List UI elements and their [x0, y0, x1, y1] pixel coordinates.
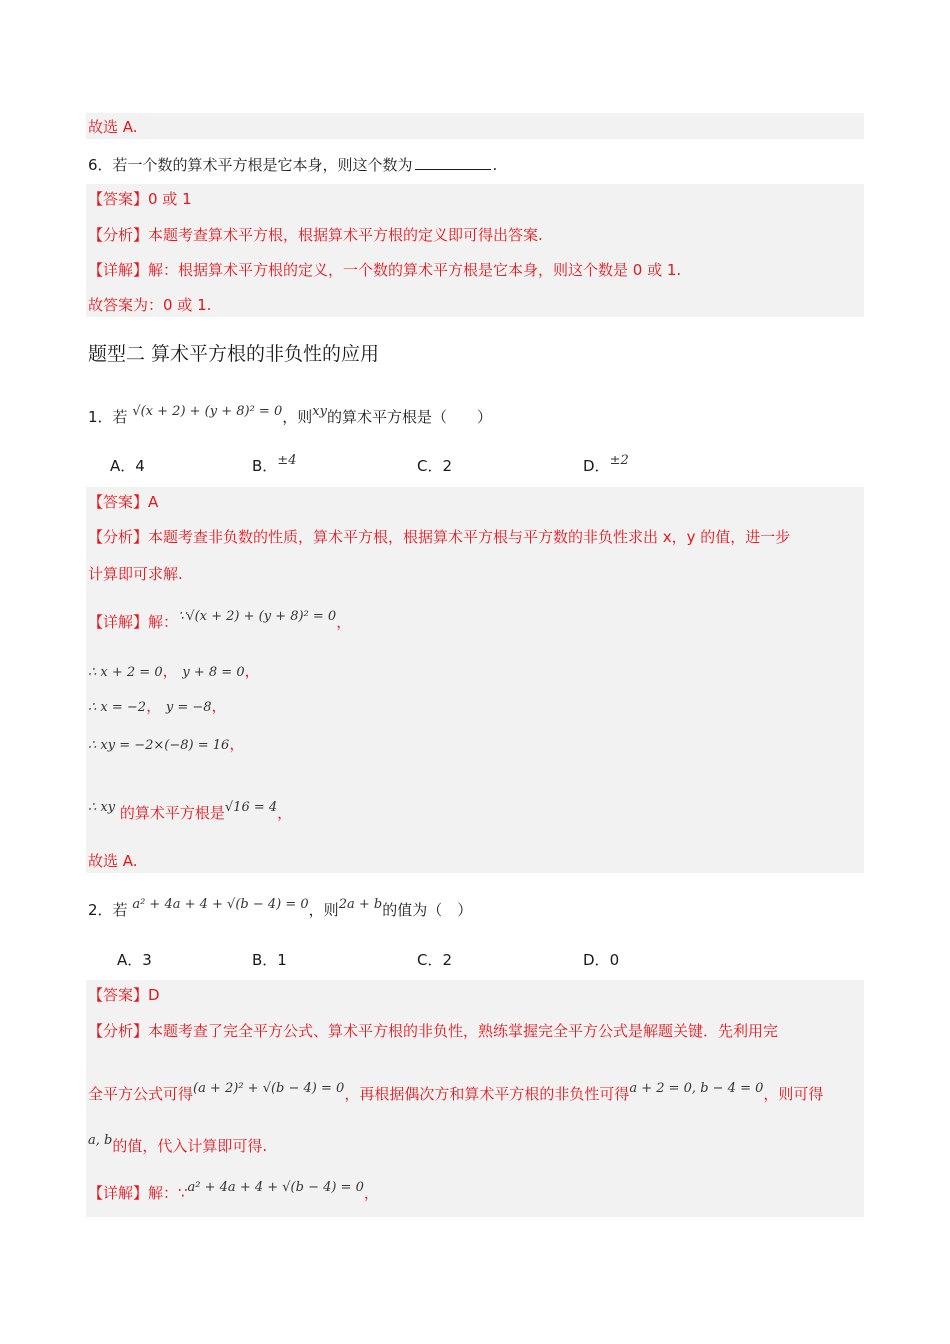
prev-conclusion: 故选 A. — [88, 118, 138, 136]
p1-step-1 — [88, 661, 260, 683]
p1-condition-math: √(x + 2) + (y + 8)² = 0 — [132, 404, 283, 419]
p1-analysis-2: 计算即可求解. — [88, 565, 183, 583]
p1-option-b-value: ±4 — [277, 453, 297, 468]
p2-option-d-value: 0 — [609, 951, 620, 969]
p1-step-2-math: ∴ x = −2 — [88, 700, 147, 715]
p2-analysis-2 — [88, 1081, 824, 1106]
p1-option-a-label: A． — [110, 457, 136, 475]
p2-analysis-2c: ，则可得 — [763, 1085, 824, 1103]
p2-analysis-math1: (a + 2)² + √(b − 4) = 0 — [193, 1081, 345, 1096]
q6-stem-text: 6．若一个数的算术平方根是它本身，则这个数为 — [88, 156, 413, 174]
p2-option-d — [583, 950, 619, 970]
p1-step-2-end: ， — [211, 697, 227, 715]
prev-answer-box — [86, 113, 864, 139]
p2-option-a — [117, 950, 152, 970]
p1-analysis-1: 【分析】本题考查非负数的性质，算术平方根，根据算术平方根与平方数的非负性求出 x，y 的值，进一步 — [88, 528, 791, 546]
p2-analysis-3 — [88, 1133, 268, 1158]
p2-analysis-2b: ，再根据偶次方和算术平方根的非负性可得 — [344, 1085, 630, 1103]
p1-stem — [88, 404, 492, 429]
p2-detail-math: a² + 4a + 4 + √(b − 4) = 0 — [187, 1180, 364, 1195]
p1-step-4-end: ， — [277, 804, 293, 822]
p1-step-1-math: ∴ x + 2 = 0 — [88, 665, 163, 680]
p1-conclusion: 故选 A. — [88, 852, 138, 870]
p2-option-d-label: D． — [583, 951, 610, 969]
p1-step-1-sep: ， — [162, 662, 178, 680]
p1-option-d — [583, 453, 629, 478]
p2-option-b-value: 1 — [277, 951, 287, 969]
p2-option-b — [252, 950, 287, 970]
p1-option-b-label: B． — [252, 457, 278, 475]
p1-option-b — [252, 453, 297, 478]
p1-option-a — [110, 456, 145, 476]
q6-detail: 【详解】解：根据算术平方根的定义，一个数的算术平方根是它本身，则这个数是 0 或 1. — [88, 261, 682, 279]
p1-step-2 — [88, 696, 227, 718]
p1-option-d-value: ±2 — [609, 453, 629, 468]
p2-condition-math: a² + 4a + 4 + √(b − 4) = 0 — [132, 897, 309, 912]
p1-option-a-value: 4 — [135, 457, 145, 475]
p1-detail-math: ∵√(x + 2) + (y + 8)² = 0 — [178, 609, 337, 624]
p2-answer: 【答案】D — [88, 986, 160, 1004]
p2-option-a-label: A． — [117, 951, 143, 969]
p2-detail-end: ， — [363, 1184, 379, 1202]
q6-analysis: 【分析】本题考查算术平方根，根据算术平方根的定义即可得出答案. — [88, 226, 543, 244]
p2-analysis-math2: a + 2 = 0, b − 4 = 0 — [629, 1081, 764, 1096]
p1-step-1-math2: y + 8 = 0 — [182, 665, 245, 680]
p2-end-text: 的值为（ ） — [382, 901, 473, 919]
p1-step-4-text: 的算术平方根是 — [119, 804, 225, 822]
p1-step-4-math: ∴ xy — [88, 800, 116, 815]
p1-end-text: 的算术平方根是（ ） — [326, 408, 492, 426]
p1-step-3-math: ∴ xy = −2×(−8) = 16 — [88, 738, 230, 753]
p1-detail-prefix: 【详解】解： — [88, 613, 179, 631]
p1-detail — [88, 609, 352, 634]
p2-mid-text: ，则 — [308, 901, 339, 919]
p1-step-4-result: √16 = 4 — [224, 800, 278, 815]
q6-stem — [88, 155, 497, 175]
p2-analysis-2a: 全平方公式可得 — [88, 1085, 194, 1103]
section-title: 题型二 算术平方根的非负性的应用 — [88, 343, 380, 365]
p2-option-c — [417, 950, 452, 970]
p2-detail-prefix: 【详解】解：∵ — [88, 1184, 188, 1202]
p2-option-b-label: B． — [252, 951, 278, 969]
q6-stem-end: . — [492, 156, 498, 174]
q6-answer-blank — [415, 155, 491, 170]
p1-target-math: xy — [312, 404, 327, 419]
p2-number: 2．若 — [88, 901, 128, 919]
p1-option-c-label: C． — [417, 457, 443, 475]
p2-option-c-label: C． — [417, 951, 443, 969]
p1-answer: 【答案】A — [88, 493, 159, 511]
p1-option-c — [417, 456, 452, 476]
p1-option-d-label: D． — [583, 457, 610, 475]
p2-analysis-1: 【分析】本题考查了完全平方公式、算术平方根的非负性，熟练掌握完全平方公式是解题关键．先利用完 — [88, 1022, 779, 1040]
p2-detail — [88, 1180, 379, 1205]
q6-answer: 【答案】0 或 1 — [88, 190, 192, 208]
p2-stem — [88, 897, 473, 922]
p1-step-2-sep: ， — [146, 697, 162, 715]
p2-analysis-math3: a, b — [88, 1133, 113, 1148]
p2-option-c-value: 2 — [442, 951, 453, 969]
q6-conclusion: 故答案为：0 或 1. — [88, 296, 212, 314]
p1-detail-end: ， — [336, 613, 352, 631]
p1-step-2-math2: y = −8 — [165, 700, 212, 715]
p2-option-a-value: 3 — [142, 951, 152, 969]
p1-number: 1．若 — [88, 408, 128, 426]
p2-target-math: 2a + b — [338, 897, 383, 912]
p1-step-4 — [88, 800, 293, 825]
p2-analysis-3-text: 的值，代入计算即可得. — [112, 1137, 268, 1155]
p1-mid-text: ，则 — [282, 408, 313, 426]
p1-step-3 — [88, 734, 244, 756]
p1-step-3-end: ， — [229, 735, 245, 753]
p1-option-c-value: 2 — [442, 457, 453, 475]
p1-step-1-end: ， — [244, 662, 260, 680]
